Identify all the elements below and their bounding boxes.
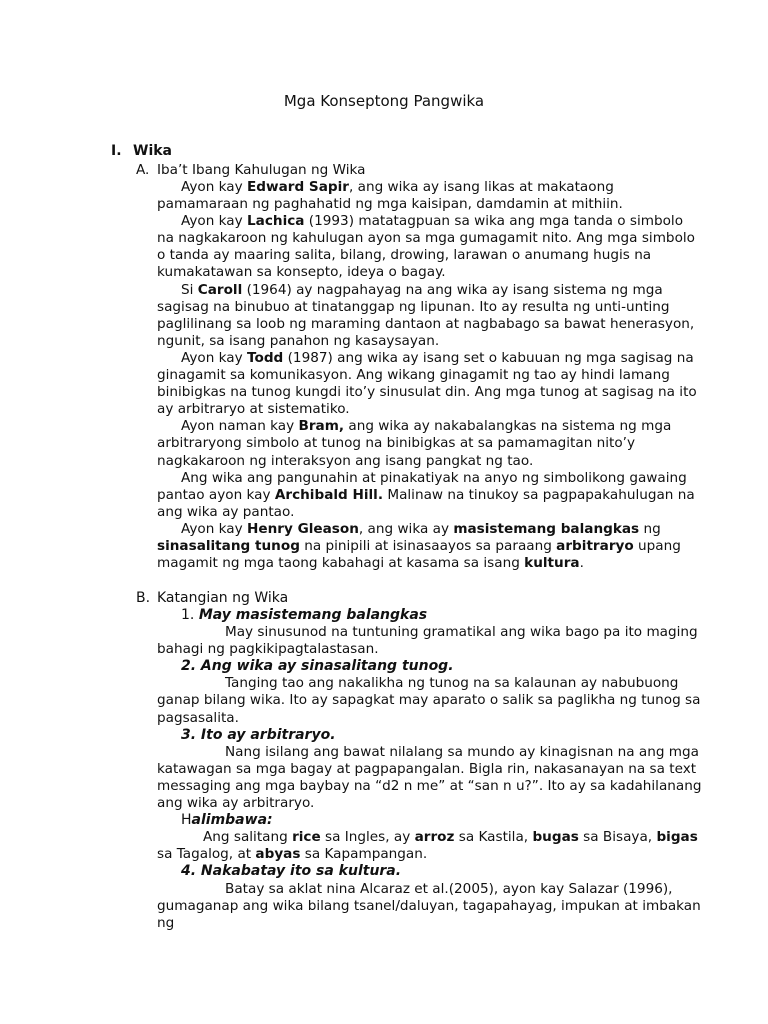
example-word: arroz <box>414 829 455 846</box>
characteristic-title: May masistemang balangkas <box>198 607 428 623</box>
subsection-b-letter: B. <box>136 590 151 606</box>
definitions-block <box>157 179 697 572</box>
text: ng <box>639 520 661 537</box>
text: , ang wika ay isang likas at makataong pamamaraan ng paghahatid ng mga kaisipan, damdamin at mithiin. <box>157 179 623 213</box>
paragraph-lachica <box>157 213 697 281</box>
paragraph-hill <box>157 470 697 521</box>
subsection-a-letter: A. <box>136 162 150 178</box>
characteristic-4-body: Batay sa aklat nina Alcaraz et al.(2005), ayon kay Salazar (1996), gumaganap ang wika bilang tsanel/daluyan, tagapahayag, impukan at imbakan ng <box>157 880 701 931</box>
key-term: sinasalitang tunog <box>157 537 300 554</box>
author-name: Henry Gleason <box>247 520 359 537</box>
example-word: rice <box>292 829 321 846</box>
characteristic-1-heading <box>157 607 702 624</box>
characteristic-1-body: May sinusunod na tuntuning gramatikal ang wika bago pa ito maging bahagi ng pagkikipagtalastasan. <box>157 624 698 658</box>
characteristic-3-heading: 3. Ito ay arbitraryo. <box>181 726 336 743</box>
author-name: Todd <box>247 349 284 366</box>
key-term: arbitraryo <box>556 537 634 554</box>
paragraph-caroll <box>157 282 697 350</box>
example-heading <box>157 812 702 829</box>
page-title: Mga Konseptong Pangwika <box>283 92 485 110</box>
author-name: Bram, <box>298 418 345 435</box>
text: sa Tagalog, at <box>157 846 256 863</box>
example-word: abyas <box>255 846 301 863</box>
text: Malinaw na tinukoy sa pagpapakahulugan na ang wika ay pantao. <box>157 486 695 520</box>
section-title: Wika <box>133 143 172 159</box>
section-number: I. <box>111 143 122 159</box>
section-heading <box>111 143 172 159</box>
text: . <box>579 555 584 572</box>
example-word: bugas <box>532 829 579 846</box>
text: alimbawa: <box>191 812 273 829</box>
text: (1964) ay nagpahayag na ang wika ay isang sistema ng mga sagisag na binubuo at tinatanggap ng lipunan. Ito ay resulta ng unti-unting paglilinang sa loob ng maraming dantaon at nagbabago sa bawat henerasyon, ngunit, sa isang panahon ng kasaysayan. <box>157 281 695 349</box>
text: Ayon kay <box>181 520 248 537</box>
text: H <box>181 812 192 829</box>
text: Ayon kay <box>181 349 248 366</box>
key-term: masistemang balangkas <box>453 520 640 537</box>
text: Ayon kay <box>181 213 248 230</box>
subsection-a-title: Iba’t Ibang Kahulugan ng Wika <box>157 162 366 178</box>
text: sa Kastila, <box>454 829 533 846</box>
characteristic-3-body: Nang isilang ang bawat nilalang sa mundo ay kinagisnan na ang mga katawagan sa mga bagay at pagpapangalan. Bigla rin, nakasanayan na sa text messaging ang mga baybay na “d2 n me” at “san n u?”. Ito ay sa kadahilanang ang wika ay arbitraryo. <box>157 743 702 812</box>
characteristic-4-heading: 4. Nakabatay ito sa kultura. <box>181 863 402 880</box>
subsection-b-heading <box>136 590 288 606</box>
author-name: Lachica <box>247 213 305 230</box>
paragraph-bram <box>157 418 697 469</box>
text: na pinipili at isinasaayos sa paraang <box>299 537 557 554</box>
paragraph-todd <box>157 350 697 418</box>
paragraph-sapir <box>157 179 697 213</box>
text: sa Ingles, ay <box>320 829 415 846</box>
text: Ayon kay <box>181 179 248 195</box>
subsection-a-heading <box>136 162 365 178</box>
text: upang magamit ng mga taong kabahagi at kasama sa isang <box>157 537 681 572</box>
text: (1987) ang wika ay isang set o kabuuan ng mga sagisag na ginagamit sa komunikasyon. Ang wikang ginagamit ng tao ay hindi lamang binibigkas na tunog kungdi ito’y sinusulat din. Ang mga tunog at sagisag na ito ay arbitraryo at sistematiko. <box>157 349 697 418</box>
text: Ayon naman kay <box>181 418 299 435</box>
key-term: kultura <box>524 555 580 572</box>
text: Si <box>181 281 198 298</box>
characteristics-block <box>157 607 702 932</box>
author-name: Archibald Hill. <box>274 486 384 503</box>
author-name: Caroll <box>197 281 243 298</box>
paragraph-gleason <box>157 521 697 572</box>
text: Ang wika ang pangunahin at pinakatiyak na anyo ng simbolikong gawaing pantao ayon kay <box>157 469 687 503</box>
characteristic-2-heading: 2. Ang wika ay sinasalitang tunog. <box>181 658 454 675</box>
text: sa Kapampangan. <box>300 846 428 863</box>
text: Ang salitang <box>203 829 293 846</box>
list-number: 1. <box>181 607 199 623</box>
text: (1993) matatagpuan sa wika ang mga tanda o simbolo na nagkakaroon ng kahulugan ayon sa mga gumagamit nito. Ang mga simbolo o tanda ay maaring salita, bilang, drowing, larawan o anumang hugis na kumakatawan sa konsepto, ideya o bagay. <box>157 213 695 281</box>
example-word: bigas <box>656 829 698 846</box>
subsection-b-title: Katangian ng Wika <box>157 590 289 606</box>
text: ang wika ay nakabalangkas na sistema ng mga arbitraryong simbolo at tunog na binibigkas at sa pamamagitan nito’y nagkakaroon ng interaksyon ang isang pangkat ng tao. <box>157 418 672 469</box>
text: , ang wika ay <box>358 520 454 537</box>
text: sa Bisaya, <box>578 829 657 846</box>
author-name: Edward Sapir <box>247 179 349 195</box>
characteristic-2-body: Tanging tao ang nakalikha ng tunog na sa kalaunan ay nabubuong ganap bilang wika. Ito ay sapagkat may aparato o salik sa paglikha ng tunog sa pagsasalita. <box>157 675 701 726</box>
example-body <box>157 829 702 863</box>
